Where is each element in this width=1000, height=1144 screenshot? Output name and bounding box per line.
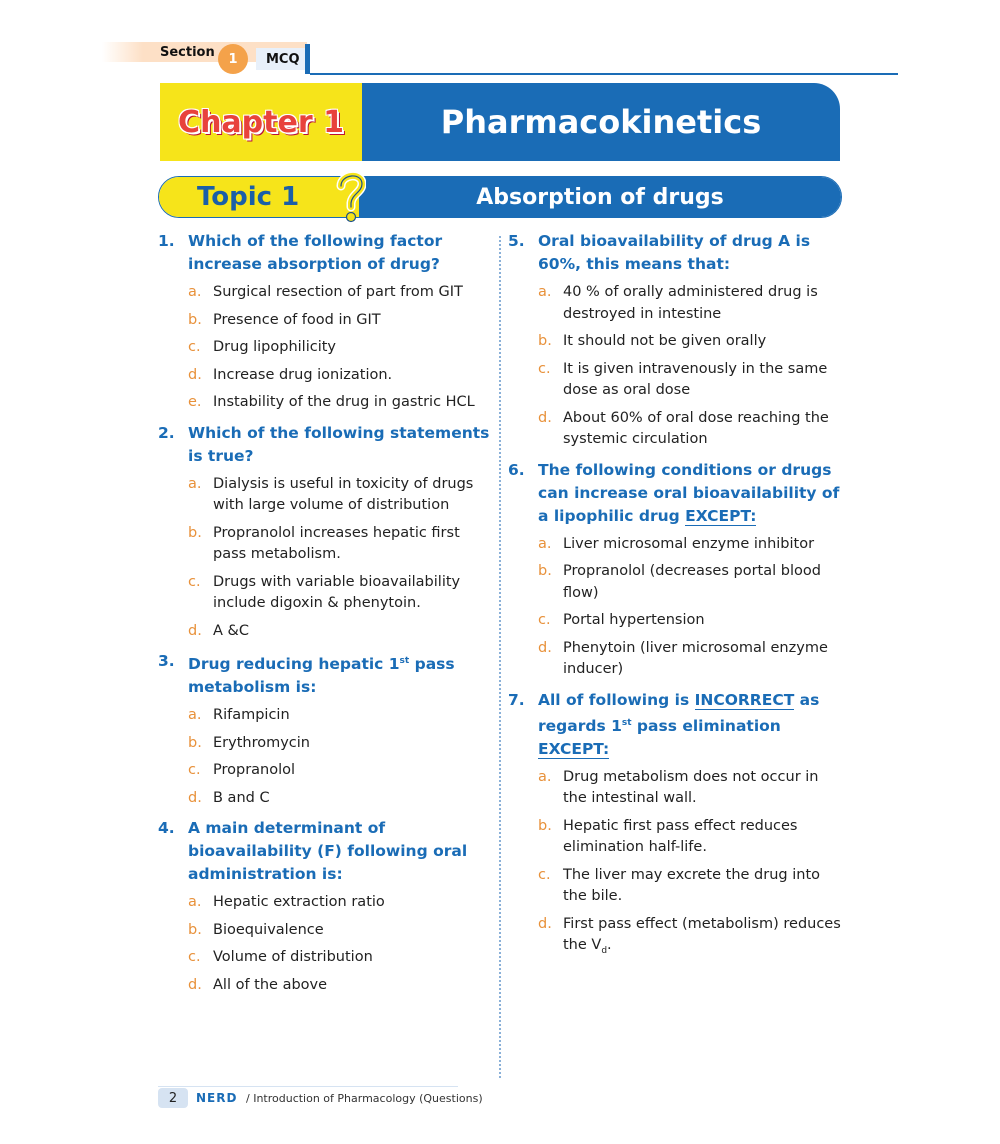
option-item[interactable]: [508, 914, 846, 963]
question-1: [158, 230, 490, 414]
question-text: [188, 650, 490, 699]
option-item[interactable]: [508, 282, 846, 325]
question-text-part: The following conditions or drugs can increase oral bioavailability of a lipophilic drug: [538, 460, 840, 525]
option-text: Surgical resection of part from GIT: [213, 284, 463, 300]
footer-text: / Introduction of Pharmacology (Questions): [246, 1092, 483, 1105]
option-text: Drug lipophilicity: [213, 339, 337, 355]
option-item[interactable]: [158, 733, 490, 755]
options-list: [158, 892, 490, 996]
question-number: 5.: [508, 232, 525, 250]
option-item[interactable]: [158, 282, 490, 304]
chapter-title: Pharmacokinetics: [440, 103, 762, 141]
section-label: Section: [160, 45, 215, 60]
option-text-part: .: [607, 937, 612, 954]
option-text: Bioequivalence: [213, 921, 324, 938]
subscript: d: [601, 946, 608, 957]
option-item[interactable]: [158, 392, 490, 414]
option-item[interactable]: [508, 561, 846, 604]
question-number: 2.: [158, 423, 175, 442]
option-letter: b.: [188, 921, 202, 938]
option-text: Drugs with variable bioavailability include digoxin & phenytoin.: [213, 573, 461, 611]
topic-label-box: [159, 177, 359, 217]
option-item[interactable]: [508, 359, 846, 402]
emphasis-except: EXCEPT:: [685, 506, 757, 525]
option-text: It should not be given orally: [563, 333, 767, 349]
option-text: [563, 914, 846, 963]
option-letter: a.: [188, 894, 202, 911]
option-letter: a.: [188, 284, 202, 300]
option-text: Propranolol (decreases portal blood flow): [563, 563, 821, 601]
option-item[interactable]: [158, 920, 490, 942]
section-number-badge: 1: [218, 44, 248, 74]
option-letter: c.: [188, 339, 201, 355]
option-text: Portal hypertension: [563, 612, 705, 628]
question-3: [158, 650, 490, 809]
question-mark-icon: [336, 170, 366, 224]
option-text: Hepatic first pass effect reduces elimination half-life.: [563, 817, 798, 856]
question-number: 1.: [158, 232, 175, 250]
option-text: It is given intravenously in the same dose as oral dose: [563, 360, 828, 398]
option-letter: d.: [538, 915, 552, 932]
question-1-stem: [158, 230, 490, 276]
topic-banner: [158, 176, 842, 218]
question-text-part: Drug reducing hepatic 1: [188, 655, 400, 674]
section-bar: [305, 44, 310, 74]
option-item[interactable]: [158, 523, 490, 566]
option-text: Volume of distribution: [213, 949, 373, 966]
option-text: Dialysis is useful in toxicity of drugs with large volume of distribution: [213, 475, 474, 513]
option-letter: c.: [538, 612, 551, 628]
option-letter: a.: [538, 535, 552, 552]
question-7-stem: [508, 689, 846, 761]
question-text-part: pass elimination: [631, 716, 781, 735]
option-text: The liver may excrete the drug into the bile.: [563, 866, 820, 905]
question-6: [508, 459, 846, 681]
question-text: Which of the following statements is true?: [188, 423, 490, 465]
options-list: [158, 474, 490, 643]
option-item[interactable]: [508, 638, 846, 681]
option-item[interactable]: [158, 892, 490, 914]
option-item[interactable]: [158, 705, 490, 727]
chapter-banner: [160, 83, 840, 161]
option-item[interactable]: [158, 337, 490, 359]
option-item[interactable]: [158, 365, 490, 387]
option-item[interactable]: [508, 816, 846, 859]
option-text: Drug metabolism does not occur in the intestinal wall.: [563, 768, 819, 807]
superscript: st: [399, 656, 410, 666]
option-item[interactable]: [508, 534, 846, 556]
option-letter: c.: [538, 360, 551, 377]
option-text: A &C: [213, 622, 249, 639]
column-divider: [499, 236, 501, 1078]
option-letter: c.: [538, 866, 551, 883]
option-letter: a.: [188, 475, 202, 492]
question-text-part: All of following is: [538, 690, 695, 709]
question-text-part: as regards 1: [538, 690, 820, 735]
option-item[interactable]: [508, 610, 846, 632]
option-letter: b.: [538, 333, 552, 349]
option-item[interactable]: [158, 788, 490, 810]
option-text: All of the above: [213, 976, 328, 993]
option-item[interactable]: [158, 310, 490, 332]
option-text: Phenytoin (liver microsomal enzyme inducer): [563, 639, 828, 677]
option-letter: d.: [188, 622, 202, 639]
option-text: Propranolol: [213, 762, 296, 779]
question-5-stem: [508, 230, 846, 276]
options-list: [158, 705, 490, 809]
option-letter: a.: [538, 768, 552, 785]
option-letter: c.: [188, 762, 201, 779]
option-text: 40 % of orally administered drug is destroyed in intestine: [563, 284, 818, 322]
section-tag: MCQ: [256, 48, 310, 70]
option-item[interactable]: [158, 621, 490, 643]
question-text: [538, 459, 846, 528]
option-item[interactable]: [508, 767, 846, 810]
option-text: Instability of the drug in gastric HCL: [213, 394, 475, 410]
page-number: 2: [158, 1088, 188, 1108]
option-item[interactable]: [158, 760, 490, 782]
question-2-stem: [158, 422, 490, 468]
question-text-part: pass metabolism is:: [188, 655, 455, 697]
question-7: [508, 689, 846, 963]
option-letter: c.: [188, 949, 201, 966]
option-text: B and C: [213, 789, 270, 806]
nerd-logo: NERD: [196, 1091, 238, 1105]
options-list: [158, 282, 490, 414]
option-letter: c.: [188, 573, 201, 590]
left-column: [158, 230, 490, 1004]
question-2: [158, 422, 490, 643]
footer-rule: [158, 1086, 458, 1087]
section-rule: [310, 73, 898, 75]
question-number: 4.: [158, 819, 175, 838]
question-text: A main determinant of bioavailability (F) following oral administration is:: [188, 819, 468, 884]
option-item[interactable]: [508, 865, 846, 908]
topic-title-box: [359, 177, 841, 217]
option-text-part: First pass effect (metabolism) reduces the V: [563, 915, 841, 954]
option-letter: a.: [538, 284, 552, 300]
option-letter: d.: [188, 976, 202, 993]
option-letter: b.: [538, 817, 552, 834]
chapter-label: Chapter 1: [178, 104, 344, 140]
question-4: [158, 817, 490, 996]
option-item[interactable]: [158, 474, 490, 517]
topic-title: Absorption of drugs: [476, 184, 724, 210]
option-letter: b.: [188, 524, 202, 541]
question-number: 6.: [508, 460, 525, 479]
option-text: Rifampicin: [213, 707, 290, 724]
option-letter: b.: [538, 563, 552, 579]
question-number: 3.: [158, 652, 175, 670]
option-text: Hepatic extraction ratio: [213, 894, 385, 911]
option-text: Increase drug ionization.: [213, 366, 393, 383]
question-4-stem: [158, 817, 490, 886]
question-text: [538, 689, 846, 761]
options-list: [508, 534, 846, 681]
option-text: Liver microsomal enzyme inhibitor: [563, 535, 815, 552]
chapter-label-box: [160, 83, 362, 161]
question-number: 7.: [508, 690, 525, 709]
option-letter: e.: [188, 394, 202, 410]
option-item[interactable]: [158, 975, 490, 997]
option-text: Propranolol increases hepatic first pass metabolism.: [213, 524, 460, 562]
option-item[interactable]: [508, 408, 846, 451]
option-letter: b.: [188, 311, 202, 328]
question-6-stem: [508, 459, 846, 528]
question-5: [508, 230, 846, 451]
option-letter: d.: [538, 409, 552, 426]
option-text: Erythromycin: [213, 734, 310, 751]
option-item[interactable]: [508, 331, 846, 353]
emphasis-except: EXCEPT:: [538, 739, 610, 758]
option-item[interactable]: [158, 947, 490, 969]
emphasis-incorrect: INCORRECT: [694, 690, 795, 709]
chapter-title-box: [362, 83, 840, 161]
question-text: Which of the following factor increase absorption of drug?: [188, 232, 443, 273]
topic-label: Topic 1: [197, 182, 300, 212]
option-text: About 60% of oral dose reaching the systemic circulation: [563, 409, 829, 447]
option-letter: d.: [188, 789, 202, 806]
options-list: [508, 767, 846, 963]
question-3-stem: [158, 650, 490, 699]
superscript: st: [621, 717, 632, 728]
option-letter: d.: [538, 639, 552, 656]
option-letter: b.: [188, 734, 202, 751]
option-letter: a.: [188, 707, 202, 724]
option-letter: d.: [188, 366, 202, 383]
question-text: Oral bioavailability of drug A is 60%, this means that:: [538, 232, 811, 273]
options-list: [508, 282, 846, 451]
option-text: Presence of food in GIT: [213, 311, 381, 328]
right-column: [508, 230, 846, 971]
option-item[interactable]: [158, 572, 490, 615]
